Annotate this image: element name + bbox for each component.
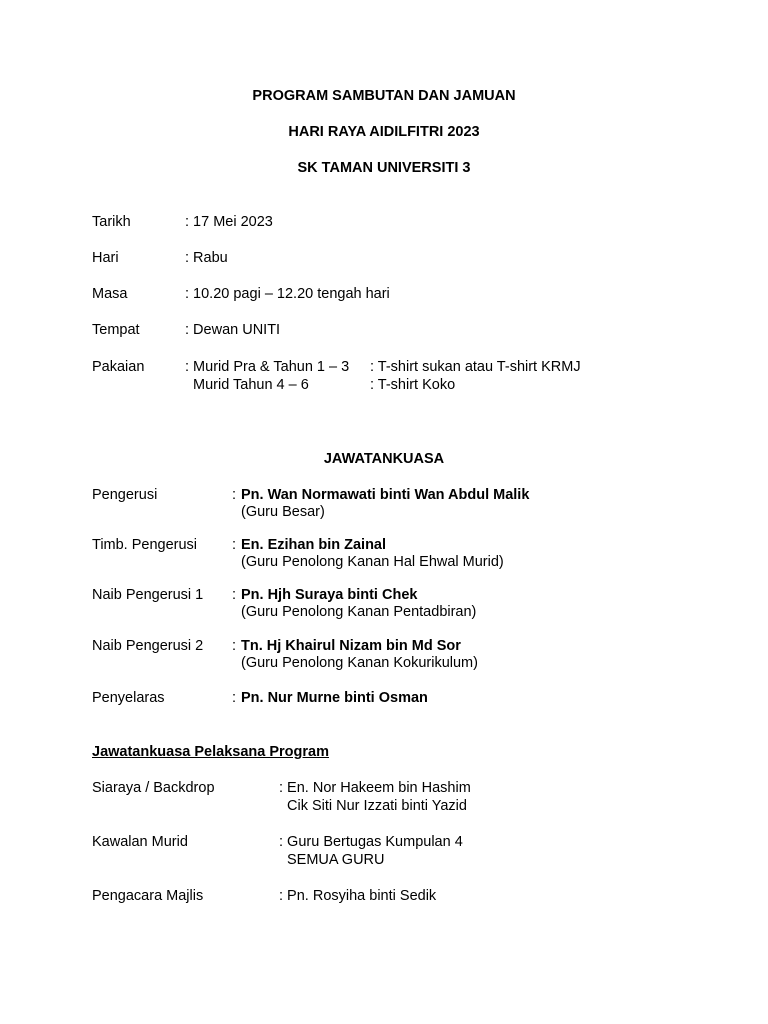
- tempat-label: Tempat: [92, 322, 140, 338]
- tarikh-value: : 17 Mei 2023: [185, 214, 273, 230]
- title-line-1: PROGRAM SAMBUTAN DAN JAMUAN: [252, 88, 516, 104]
- pengerusi-label: Pengerusi: [92, 487, 158, 503]
- pengacara-majlis-member-1: : Pn. Rosyiha binti Sedik: [279, 888, 437, 904]
- hari-value: : Rabu: [185, 250, 228, 266]
- naib-pengerusi-1-colon: :: [232, 587, 237, 603]
- naib-pengerusi-2-name: Tn. Hj Khairul Nizam bin Md Sor: [241, 638, 461, 654]
- naib-pengerusi-1-label: Naib Pengerusi 1: [92, 587, 204, 603]
- tempat-value: : Dewan UNITI: [185, 322, 281, 338]
- masa-value: : 10.20 pagi – 12.20 tengah hari: [185, 286, 390, 302]
- committee-heading: JAWATANKUASA: [323, 451, 445, 467]
- pakaian-attire-1: : T-shirt sukan atau T-shirt KRMJ: [370, 359, 581, 375]
- timb-pengerusi-role: (Guru Penolong Kanan Hal Ehwal Murid): [241, 554, 504, 570]
- naib-pengerusi-1-role: (Guru Penolong Kanan Pentadbiran): [241, 604, 477, 620]
- timb-pengerusi-name: En. Ezihan bin Zainal: [241, 537, 387, 553]
- tarikh-label: Tarikh: [92, 214, 131, 230]
- naib-pengerusi-2-label: Naib Pengerusi 2: [92, 638, 204, 654]
- siaraya-member-2: Cik Siti Nur Izzati binti Yazid: [287, 798, 467, 814]
- kawalan-murid-member-2: SEMUA GURU: [287, 852, 385, 868]
- naib-pengerusi-2-colon: :: [232, 638, 237, 654]
- pengerusi-role: (Guru Besar): [241, 504, 325, 520]
- penyelaras-colon: :: [232, 690, 237, 706]
- pengacara-majlis-label: Pengacara Majlis: [92, 888, 204, 904]
- pakaian-group-2: Murid Tahun 4 – 6: [193, 377, 309, 393]
- hari-label: Hari: [92, 250, 119, 266]
- naib-pengerusi-1-name: Pn. Hjh Suraya binti Chek: [241, 587, 418, 603]
- pengerusi-colon: :: [232, 487, 237, 503]
- timb-pengerusi-label: Timb. Pengerusi: [92, 537, 198, 553]
- kawalan-murid-member-1: : Guru Bertugas Kumpulan 4: [279, 834, 463, 850]
- siaraya-member-1: : En. Nor Hakeem bin Hashim: [279, 780, 471, 796]
- pakaian-group-1: : Murid Pra & Tahun 1 – 3: [185, 359, 350, 375]
- pakaian-attire-2: : T-shirt Koko: [370, 377, 456, 393]
- masa-label: Masa: [92, 286, 128, 302]
- title-line-3: SK TAMAN UNIVERSITI 3: [297, 160, 471, 176]
- pakaian-label: Pakaian: [92, 359, 145, 375]
- kawalan-murid-label: Kawalan Murid: [92, 834, 188, 850]
- title-line-2: HARI RAYA AIDILFITRI 2023: [288, 124, 480, 140]
- timb-pengerusi-colon: :: [232, 537, 237, 553]
- siaraya-label: Siaraya / Backdrop: [92, 780, 215, 796]
- pengerusi-name: Pn. Wan Normawati binti Wan Abdul Malik: [241, 487, 530, 503]
- penyelaras-label: Penyelaras: [92, 690, 165, 706]
- naib-pengerusi-2-role: (Guru Penolong Kanan Kokurikulum): [241, 655, 478, 671]
- implementation-heading: Jawatankuasa Pelaksana Program: [92, 744, 329, 760]
- penyelaras-name: Pn. Nur Murne binti Osman: [241, 690, 428, 706]
